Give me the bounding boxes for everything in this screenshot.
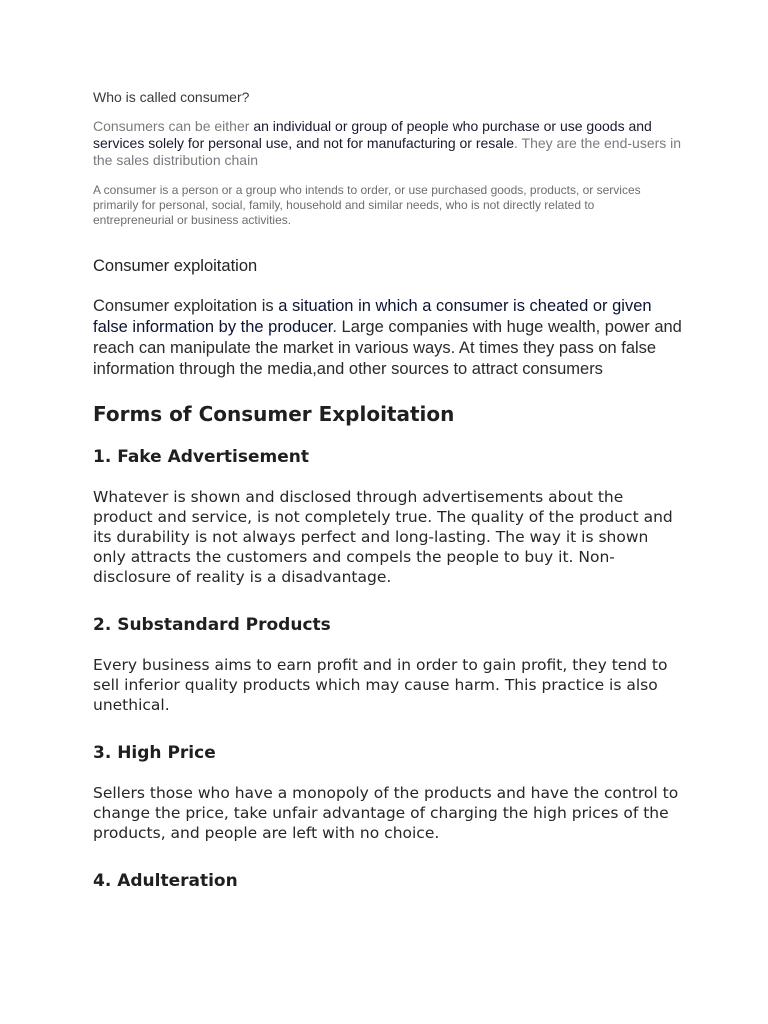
form-title-fake-advertisement: 1. Fake Advertisement [93,447,309,467]
definition-lead: Consumers can be either [93,118,254,134]
document-page [93,84,693,911]
form-title-adulteration: 4. Adulteration [93,871,238,891]
form-body-high-price: Sellers those who have a monopoly of the products and have the control to change the price, take unfair advantage of charging the high prices of the products, and people are left with no choice. [93,784,679,842]
form-body-fake-advertisement: Whatever is shown and disclosed through advertisements about the product and service, is not completely true. The quality of the product and its durability is not always perfect and long-lasting. The way it is shown only attracts the customers and compels the people to buy it. Non-disclosure of reality is a disadvantage. [93,488,673,586]
exploitation-highlight: a situation in which a consumer is cheated or given false information by the producer [93,297,652,336]
form-title-substandard-products: 2. Substandard Products [93,615,331,635]
exploitation-heading: Consumer exploitation [93,257,258,275]
form-body-substandard-products: Every business aims to earn profit and in order to gain profit, they tend to sell inferior quality products which may cause harm. This practice is also unethical. [93,656,668,714]
definition-highlight: an individual or group of people who purchase or use goods and services solely for personal use, and not for manufacturing or resale [93,118,652,151]
exploitation-definition [93,296,683,380]
consumer-definition [93,118,693,169]
definition-tail: . They are the end-users in the sales distribution chain [93,135,682,168]
consumer-detail: A consumer is a person or a group who intends to order, or use purchased goods, products, or services primarily for personal, social, family, household and similar needs, who is not directly related to entrepreneurial or business activities. [93,183,641,227]
form-title-high-price: 3. High Price [93,743,216,763]
forms-title: Forms of Consumer Exploitation [93,402,455,426]
exploitation-tail: . Large companies with huge wealth, power and reach can manipulate the market in various ways. At times they pass on false information through the media,and other sources to attract consumers [93,318,682,378]
exploitation-lead: Consumer exploitation is [93,297,279,315]
question-heading: Who is called consumer? [93,89,250,105]
